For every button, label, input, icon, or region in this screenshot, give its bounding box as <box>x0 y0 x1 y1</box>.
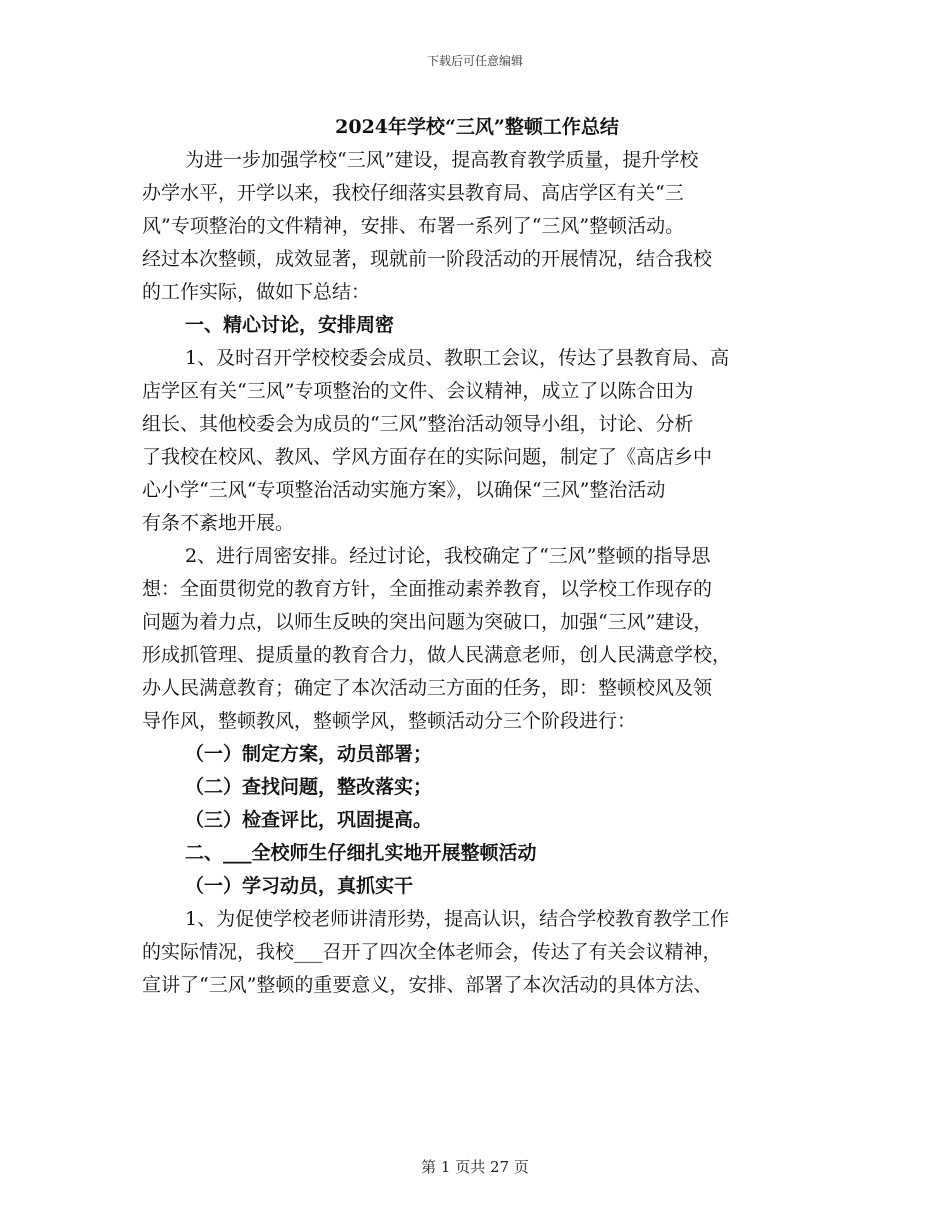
section-heading-line: （二）查找问题，整改落实； <box>185 776 433 798</box>
text-line: 形成抓管理、提质量的教育合力，做人民满意老师，创人民满意学校， <box>142 644 732 666</box>
text-line: 问题为着力点，以师生反映的突出问题为突破口，加强“三风”建设， <box>142 611 713 633</box>
text-line: 经过本次整顿，成效显著，现就前一阶段活动的开展情况，结合我校 <box>142 248 713 270</box>
text-line: 宣讲了“三风”整顿的重要意义，安排、部署了本次活动的具体方法、 <box>142 974 713 996</box>
text-line: 风”专项整治的文件精神，安排、布署一系列了“三风”整顿活动。 <box>142 215 685 237</box>
page-number: 第 1 页共 27 页 <box>421 1158 529 1176</box>
text-line: 办人民满意教育；确定了本次活动三方面的任务，即：整顿校风及领 <box>142 677 713 699</box>
text-line: 1、及时召开学校校委会成员、教职工会议，传达了县教育局、高 <box>185 347 730 369</box>
section-heading-line: （一）制定方案，动员部署； <box>185 743 433 765</box>
text-line: 想：全面贯彻党的教育方针，全面推动素养教育，以学校工作现存的 <box>142 578 713 600</box>
text-line: 的工作实际，做如下总结： <box>142 281 371 303</box>
section-heading-line: 一、精心讨论，安排周密 <box>185 314 395 336</box>
document-title: 2024年学校“三风”整顿工作总结 <box>335 116 619 138</box>
document-body <box>142 111 812 1002</box>
page-header-note: 下载后可任意编辑 <box>426 54 523 68</box>
text-line: 1、为促使学校老师讲清形势，提高认识，结合学校教育教学工作 <box>185 908 730 930</box>
section-heading-line: （一）学习动员，真抓实干 <box>185 875 414 897</box>
text-line: 店学区有关“三风”专项整治的文件、会议精神，成立了以陈合田为 <box>142 380 694 402</box>
text-line: 办学水平，开学以来，我校仔细落实县教育局、高店学区有关“三 <box>142 182 684 204</box>
text-line: 导作风，整顿教风，整顿学风，整顿活动分三个阶段进行： <box>142 710 637 732</box>
text-line: 有条不紊地开展。 <box>142 512 295 534</box>
text-line: 的实际情况，我校___召开了四次全体老师会，传达了有关会议精神， <box>142 941 722 963</box>
paragraph-lines <box>142 144 812 1002</box>
text-line: 了我校在校风、教风、学风方面存在的实际问题，制定了《高店乡中 <box>142 446 713 468</box>
text-line: 组长、其他校委会为成员的“三风”整治活动领导小组，讨论、分析 <box>142 413 694 435</box>
text-line: 为进一步加强学校“三风”建设，提高教育教学质量，提升学校 <box>185 149 699 171</box>
text-line: 心小学“三风“专项整治活动实施方案》，以确保“三风”整治活动 <box>142 479 666 501</box>
section-heading-line: 二、___全校师生仔细扎实地开展整顿活动 <box>185 842 537 864</box>
text-line: 2、进行周密安排。经过讨论，我校确定了“三风”整顿的指导思 <box>185 545 711 567</box>
section-heading-line: （三）检查评比，巩固提高。 <box>185 809 433 831</box>
